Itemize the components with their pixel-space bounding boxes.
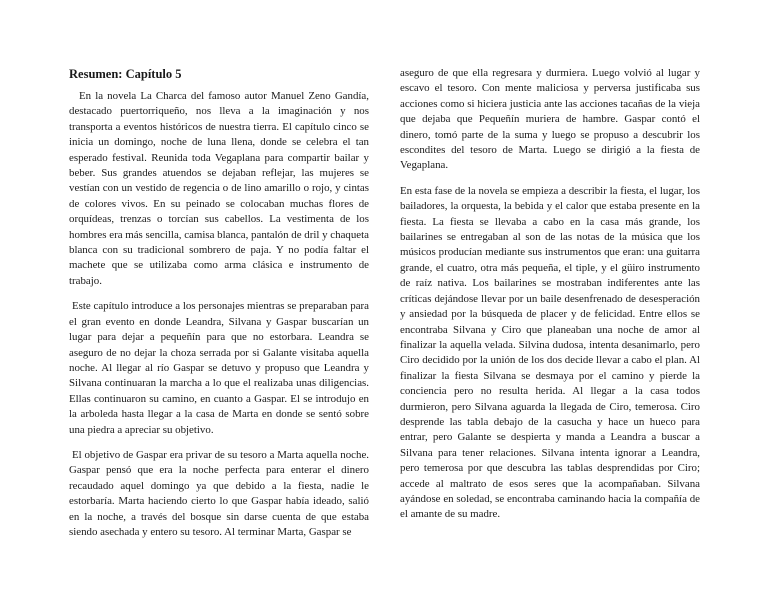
paragraph-characters: Este capítulo introduce a los personajes mientras se preparaban para el gran evento en donde Leandra, Silvana y Gaspar buscarían un lugar para dejar a pequeñín para que no estorbara. Leandra se aseguro de no dejar la choza serrada por si Galante visitaba aquella noche. Al llegar al río Gaspar se detuvo y propuso que Leandra y Silvana continuaran la marcha a lo que el realizaba unas diligencias. Ellas continuaron su camino, en cuanto a Gaspar. El se introdujo en la arboleda hasta llegar a la casa de Marta en donde se sentó sobre una piedra a apreciar su objetivo. (69, 300, 369, 436)
paragraph-treasure: aseguro de que ella regresara y durmiera. Luego volvió al lugar y escavo el tesoro. Con mente maliciosa y perversa justificaba sus acciones como si hiciera justicia ante las acciones tacañas de la vieja que dejaba que Pequeñín muriera de hambre. Gaspar contó el dinero, tomó parte de la suma y luego se propuso a descubrir los escondites del tesoro de Marta. Luego se dirigió a la fiesta de Vegaplana. (400, 67, 700, 172)
paragraph-festival: En esta fase de la novela se empieza a describir la fiesta, el lugar, los bailadores, la orquesta, la bebida y el calor que estaba presente en la fiesta. La fiesta se llevaba a cabo en la casa más grande, los bailarines se entregaban al son de las notas de la música que los músicos producían mediante sus instrumentos que eran: una guitarra grande, el cuatro, otra más pequeña, el tiple, y el güiro instrumento de raíz nativa. Los bailarines se mostraban indiferentes ante las críticas dejándose llevar por un baile desenfrenado de desesperación y ansiedad por la búsqueda de placer y de felicidad. Entre ellos se encontraba Silvana y Ciro que planeaban una noche de amor al finalizar la aquella velada. Silvina dudosa, intenta desanimarlo, pero Ciro decidido por la unión de los dos decide llevar a cabo el plan. Al finalizar la fiesta Silvana se desmaya por el camino y pierde la conciencia pero no resulta herida. Al llegar a la casa todos durmieron, pero Silvana aguarda la llegada de Ciro, temerosa. Ciro desprende las tabla debajo de la casucha y hace un hueco para entrar, pero Galante se despierta y manda a Leandra a buscar a Silvana para tener relaciones. Silvana intenta ignorar a Leandra, pero temerosa por que descubra las tablas desprendidas por Ciro; accede al maltrato de esos seres que la acompañaban. Silvana ayándose en soledad, se encontraba caminando hacia la compañía de el amante de su madre. (400, 184, 700, 521)
paragraph-intro: En la novela La Charca del famoso autor Manuel Zeno Gandía, destacado puertorriqueño, nos lleva a la imaginación y nos transporta a eventos históricos de nuestra tierra. El capítulo cinco se inicia un domingo, noche de luna llena, donde se celebra el tan esperado festival. Reunida toda Vegaplana para compartir bailar y beber. Sus grandes atuendos se dejaban reflejar, las mujeres se vestían con un vestido de regencia o de lino amarillo o rojo, y cintas de colores vivos. En su peinado se colocaban muchas flores de orquídeas, trenzas o torcían sus cabellos. La vestimenta de los hombres era más sencilla, camisa blanca, pantalón de dril y chaqueta blanca con su tradicional sombrero de paja. Y no podía faltar el machete que se utilizaba como arma clásica e instrumento de trabajo. (69, 90, 369, 287)
page-title: Resumen: Capítulo 5 (69, 67, 182, 81)
paragraph-gaspar-objective: El objetivo de Gaspar era privar de su tesoro a Marta aquella noche. Gaspar pensó que era la noche perfecta para enterar el dinero recaudado aquel domingo ya que debido a la fiesta, nadie le estorbaría. Marta haciendo cierto lo que Gaspar había ideado, salió en la noche, a través del bosque sin darse cuenta de que estaba siendo asechada y entero su tesoro. Al terminar Marta, Gaspar se (69, 448, 369, 538)
left-column (69, 66, 369, 550)
right-column (400, 66, 700, 533)
